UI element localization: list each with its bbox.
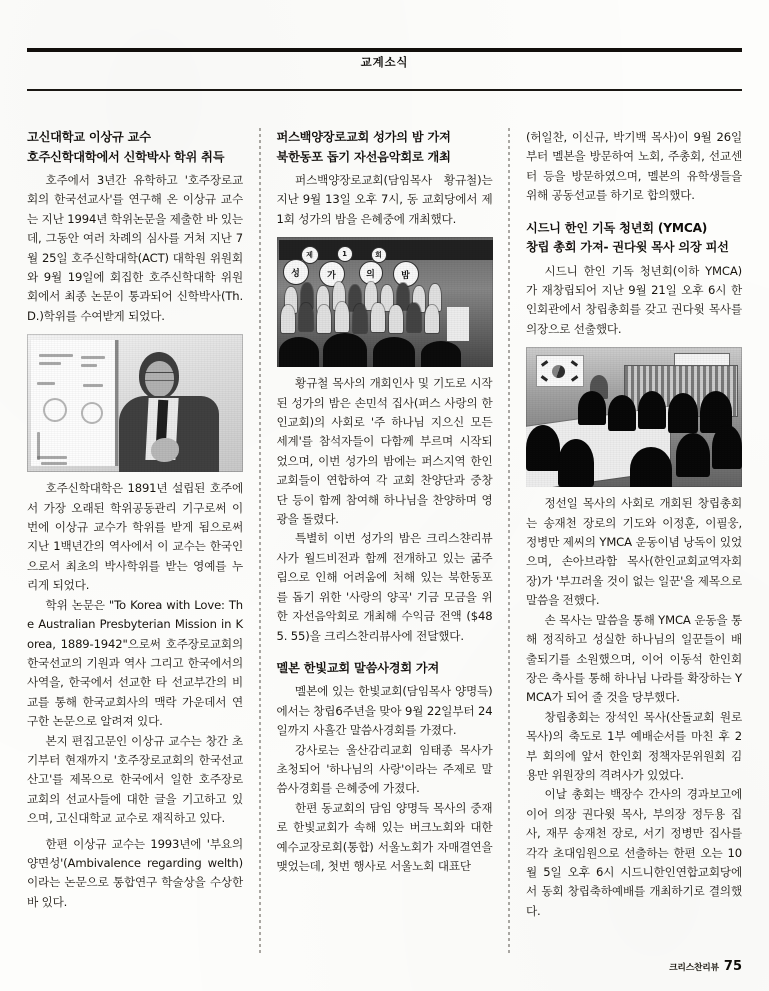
page-number: 75 bbox=[723, 959, 742, 974]
page-footer bbox=[669, 959, 742, 974]
masthead bbox=[27, 48, 742, 91]
masthead-top-rule bbox=[27, 48, 742, 52]
column-1 bbox=[27, 128, 243, 956]
headline-perth-baekyang-choir bbox=[277, 128, 493, 167]
paragraph: 한편 이상규 교수는 1993년에 '부요의 양면성'(Ambivalence regarding welth)이라는 논문으로 통합연구 학술상을 수상한 바 있다. bbox=[27, 836, 243, 909]
podium bbox=[447, 307, 469, 341]
paragraph: 정선일 목사의 사회로 개회된 창립총회는 송재천 장로의 기도와 이정훈, 이필웅, 정병만 제씨의 YMCA 운동이념 낭독이 있었으며, 손아브라함 목사(한인교회교역자회장)가 '부끄러울 것이 없는 일꾼'을 제목으로 말씀을 전했다. bbox=[526, 496, 742, 608]
paragraph: 황규철 목사의 개회인사 및 기도로 시작된 성가의 밤은 손민석 집사(퍼스 사랑의 한인교회)의 사회로 '주 하나님 지으신 모든 세계'를 참석자들이 다함께 부르며 시작되었으며, 이번 성가의 밤에는 퍼스지역 한인교회들이 연합하여 각 교회 찬양단과 중창단 등이 함께 참여해 하나님을 찬양하며 영광을 돌렸다. bbox=[276, 376, 493, 527]
paragraph-continued: (허일찬, 이신규, 박기백 목사)이 9월 26일부터 멜본을 방문하여 노회, 주총회, 선교센터 등을 방문하였으며, 멜본의 유학생들을 위해 공동선교를 하기로 합의했다. bbox=[526, 130, 742, 203]
banner-balloon-bam: 밤 bbox=[393, 261, 419, 287]
headline-line: 창립 총회 가져- 권다윗 목사 의장 피선 bbox=[526, 240, 729, 255]
paragraph: 호주신학대학은 1891년 설립된 호주에서 가장 오래된 학위공동관리 기구로써 이번에 이상규 교수가 학위를 받게 됨으로써 지난 1백년간의 역사에서 이 교수는 한국인으로서 최초의 박사학위를 받는 영예를 누리게 되었다. bbox=[27, 481, 243, 593]
korean-flag-icon bbox=[536, 355, 584, 387]
paragraph: 학위 논문은 "To Korea with Love: The Australian Presbyterian Mission in Korea, 1889-1942"으로써 호주장로교회의 한국선교의 기원과 역사 그리고 한국에서의 사역을, 한국에서 선교한 타 선교부간의 비교를 통해 한국교회사의 맥락 가운데서 연구한 논문으로 알려져 있다. bbox=[27, 597, 243, 729]
banner-balloon-1: 1 bbox=[337, 246, 353, 262]
column-3 bbox=[526, 128, 742, 956]
headline-line: 북한동포 돕기 자선음악회로 개최 bbox=[276, 149, 451, 164]
banner-balloon-ga: 가 bbox=[319, 261, 345, 287]
banner-balloon-ui: 의 bbox=[359, 261, 383, 285]
headline-line: 퍼스백양장로교회 성가의 밤 가져 bbox=[276, 130, 451, 144]
banner-balloon-seong: 성 bbox=[283, 259, 309, 285]
paragraph: 퍼스백양장로교회(담임목사 황규철)는 지난 9월 13일 오후 7시, 동 교회당에서 제1회 성가의 밤을 은혜중에 개최했다. bbox=[276, 173, 493, 226]
column-gutter-1 bbox=[243, 128, 277, 956]
photo-ymca-general-meeting bbox=[526, 347, 742, 487]
paragraph: 한편 동교회의 담임 양명득 목사의 중재로 한빛교회가 속해 있는 버크노회와 대한예수교장로회(통합) 서울노회가 자매결연을 맺었는데, 첫번 행사로 서울노회 대표단 bbox=[276, 800, 493, 874]
paragraph: 강사로는 울산감리교회 임태종 목사가 초청되어 '하나님의 사랑'이라는 주제로 말씀사경회를 은혜중에 가졌다. bbox=[276, 742, 493, 796]
headline-melbourne-hanbit-bible-conference bbox=[277, 659, 493, 679]
taegeuk-icon bbox=[552, 365, 565, 378]
column-gutter-2 bbox=[493, 128, 527, 956]
whiteboard bbox=[31, 340, 118, 466]
paragraph: 특별히 이번 성가의 밤은 크리스챤리뷰사가 월드비전과 함께 전개하고 있는 굶주림으로 인해 어려움에 처해 있는 북한동포를 돕기 위한 '사랑의 양곡' 기금 모금을 위한 자선음악회로 개최해 수익금 전액 ($485. 55)을 크리스찬리뷰사에 전달했다. bbox=[276, 531, 493, 643]
photo-professor-whiteboard bbox=[27, 334, 243, 472]
column-2 bbox=[277, 128, 493, 956]
banner-balloon-hoe: 회 bbox=[371, 247, 387, 263]
masthead-bottom-rule bbox=[27, 89, 742, 91]
column-divider bbox=[259, 128, 260, 956]
headline-line: 시드니 한인 기독 청년회 (YMCA) bbox=[526, 220, 708, 235]
publication-name: 크리스찬리뷰 bbox=[669, 963, 719, 973]
photo-choir-night bbox=[277, 237, 493, 367]
section-title: 교계소식 bbox=[360, 55, 409, 69]
headline-line: 고신대학교 이상규 교수 bbox=[27, 130, 151, 144]
paragraph: 시드니 한인 기독 청년회(이하 YMCA)가 재창립되어 지난 9월 21일 오후 6시 한인회관에서 창립총회를 갖고 권다윗 목사를 의장으로 선출했다. bbox=[526, 263, 742, 336]
paragraph: 호주에서 3년간 유학하고 '호주장로교회의 한국선교사'를 연구해 온 이상규 교수는 지난 1994년 학위논문을 제출한 바 있는데, 그동안 여러 차례의 심사를 거쳐 지난 7월 25일 호주신학대학(ACT) 대학원 위원회와 9월 19일에 회집한 호주신학대학 위원회에서 최종 논문이 통과되어 신학박사(Th. D.)학위를 수여받게 되었다. bbox=[27, 173, 243, 323]
banner-balloon-je: 제 bbox=[301, 246, 319, 264]
paragraph: 본지 편집고문인 이상규 교수는 창간 초기부터 현재까지 '호주장로교회의 한국선교 산고'를 제목으로 한국에서 일한 호주장로교회의 선교사들에 대한 글을 기고하고 있으며, 고신대학교 교수로 재직하고 있다. bbox=[27, 733, 243, 826]
glasses-icon bbox=[145, 372, 174, 381]
paragraph: 이날 총회는 백장수 간사의 경과보고에 이어 의장 권다윗 목사, 부의장 정두용 집사, 재무 송재천 장로, 서기 정병만 집사를 각각 초대임원으로 선출하는 한편 오는 10월 5일 오후 6시 시드니한인연합교회당에서 동회 창립축하예배를 개최하기로 결의했다. bbox=[526, 787, 742, 918]
paragraph: 멜본에 있는 한빛교회(담임목사 양명득)에서는 창립6주년을 맞아 9월 22일부터 24일까지 사흘간 말씀사경회를 가졌다. bbox=[276, 684, 493, 738]
column-divider bbox=[509, 128, 510, 956]
headline-lee-sangkyu bbox=[27, 128, 243, 167]
paragraph: 창립총회는 장석인 목사(산돌교회 원로목사)의 축도로 1부 예배순서를 마친 후 2부 회의에 앞서 한인회 정책자문위원회 김용만 위원장의 격려사가 있었다. bbox=[526, 709, 742, 782]
headline-line: 호주신학대학에서 신학박사 학위 취득 bbox=[27, 149, 225, 164]
article-columns bbox=[27, 128, 742, 956]
paragraph: 손 목사는 말씀을 통해 YMCA 운동을 통해 정직하고 성실한 하나님의 일꾼들이 배출되기를 소원했으며, 이어 이동석 한인회장은 축사를 통해 하나님 나라를 확장하는 YMCA가 되어 줄 것을 당부했다. bbox=[526, 612, 742, 705]
headline-sydney-ymca bbox=[526, 219, 742, 258]
headline-line: 멜본 한빛교회 말씀사경회 가져 bbox=[276, 660, 440, 675]
